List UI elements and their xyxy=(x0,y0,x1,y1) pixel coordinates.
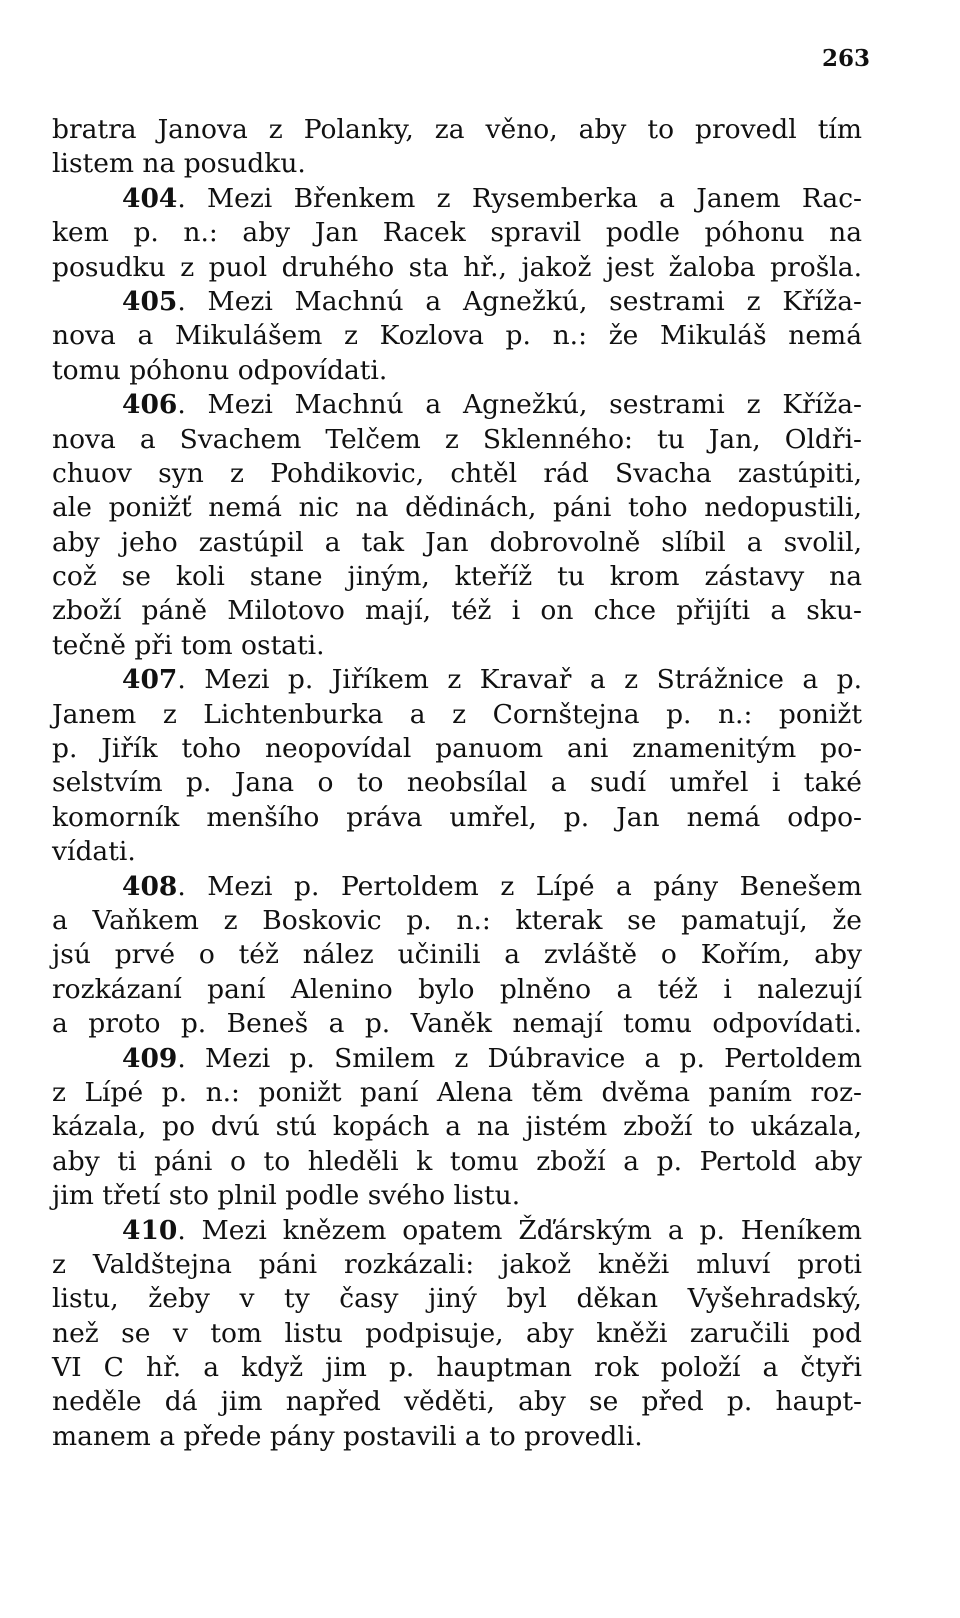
line-text: nova a Svachem Telčem z Sklenného: tu Jan, Oldři- xyxy=(52,423,862,455)
text-line xyxy=(52,1351,862,1385)
text-line xyxy=(52,1007,862,1041)
line-text: kem p. n.: aby Jan Racek spravil podle póhonu na xyxy=(52,217,862,249)
text-line xyxy=(52,698,862,732)
text-line xyxy=(52,423,862,457)
paragraph-number: 404 xyxy=(122,182,178,214)
text-line xyxy=(52,1145,862,1179)
line-text: z Valdštejna páni rozkázali: jakož kněži mluví proti xyxy=(52,1248,862,1280)
text-line xyxy=(52,904,862,938)
line-text: aby ti páni o to hleděli k tomu zboží a p. Pertold aby xyxy=(52,1145,862,1177)
text-line xyxy=(52,457,862,491)
line-text: Janem z Lichtenburka a z Cornštejna p. n.: ponižt xyxy=(52,698,862,730)
line-text: . Mezi p. Smilem z Dúbravice a p. Pertoldem xyxy=(177,1042,862,1074)
text-line xyxy=(52,182,862,216)
line-text: což se koli stane jiným, kteříž tu krom zástavy na xyxy=(52,561,862,593)
line-text: rozkázaní paní Alenino bylo plněno a též i nalezují xyxy=(52,973,862,1005)
line-text: . Mezi p. Pertoldem z Lípé a pány Benešem xyxy=(177,870,862,902)
line-text: VI C hř. a když jim p. hauptman rok položí a čtyři xyxy=(52,1352,862,1384)
text-line xyxy=(52,388,862,422)
text-line xyxy=(52,594,862,628)
text-line xyxy=(52,354,862,388)
text-line xyxy=(52,870,862,904)
text-line xyxy=(52,560,862,594)
line-text: p. Jiřík toho neopovídal panuom ani znamenitým po- xyxy=(52,733,862,765)
line-text: tomu póhonu odpovídati. xyxy=(52,354,388,386)
text-line xyxy=(52,285,862,319)
text-line xyxy=(52,1282,862,1316)
body-text xyxy=(52,113,862,1454)
line-text: z Lípé p. n.: ponižt paní Alena těm dvěma paním roz- xyxy=(52,1076,862,1108)
text-line xyxy=(52,1385,862,1419)
line-text: manem a přede pány postavili a to provedli. xyxy=(52,1420,643,1452)
line-text: listu, žeby v ty časy jiný byl děkan Vyšehradský, xyxy=(52,1283,862,1315)
line-text: a proto p. Beneš a p. Vaněk nemají tomu odpovídati. xyxy=(52,1008,862,1040)
text-line xyxy=(52,629,862,663)
text-line xyxy=(52,113,862,147)
text-line xyxy=(52,526,862,560)
line-text: nova a Mikulášem z Kozlova p. n.: že Mikuláš nemá xyxy=(52,320,862,352)
line-text: než se v tom listu podpisuje, aby kněži zaručili pod xyxy=(52,1317,862,1349)
line-text: komorník menšího práva umřel, p. Jan nemá odpo- xyxy=(52,801,862,833)
line-text: kázala, po dvú stú kopách a na jistém zboží to ukázala, xyxy=(52,1111,862,1143)
text-line xyxy=(52,1317,862,1351)
line-text: . Mezi p. Jiříkem z Kravař a z Strážnice a p. xyxy=(177,664,862,696)
paragraph-number: 407 xyxy=(122,664,178,696)
line-text: aby jeho zastúpil a tak Jan dobrovolně slíbil a svolil, xyxy=(52,526,862,558)
text-line xyxy=(52,147,862,181)
line-text: chuov syn z Pohdikovic, chtěl rád Svacha zastúpiti, xyxy=(52,457,862,489)
line-text: zboží páně Milotovo mají, též i on chce přijíti a sku- xyxy=(52,595,862,627)
text-line xyxy=(52,732,862,766)
text-line xyxy=(52,1179,862,1213)
text-line xyxy=(52,801,862,835)
page-number: 263 xyxy=(821,45,870,72)
line-text: selstvím p. Jana o to neobsílal a sudí umřel i také xyxy=(52,767,862,799)
text-line xyxy=(52,1214,862,1248)
text-line xyxy=(52,663,862,697)
text-line xyxy=(52,1420,862,1454)
line-text: . Mezi Machnú a Agnežkú, sestrami z Křížа- xyxy=(177,285,862,317)
line-text: a Vaňkem z Boskovic p. n.: kterak se pamatují, že xyxy=(52,904,862,936)
text-line xyxy=(52,251,862,285)
line-text: jsú prvé o též nález učinili a zvláště o Kořím, aby xyxy=(52,939,862,971)
line-text: neděle dá jim napřed věděti, aby se před p. haupt- xyxy=(52,1386,862,1418)
text-line xyxy=(52,1042,862,1076)
text-line xyxy=(52,491,862,525)
line-text: tečně při tom ostati. xyxy=(52,629,325,661)
text-line xyxy=(52,766,862,800)
line-text: vídati. xyxy=(52,836,136,868)
text-line xyxy=(52,1076,862,1110)
paragraph-number: 405 xyxy=(122,285,178,317)
paragraph-number: 406 xyxy=(122,389,178,421)
line-text: ale ponižť nemá nic na dědinách, páni toho nedopustili, xyxy=(52,492,862,524)
text-line xyxy=(52,216,862,250)
line-text: . Mezi Machnú a Agnežkú, sestrami z Křížа- xyxy=(177,389,862,421)
line-text: . Mezi knězem opatem Žďárským a p. Heníkem xyxy=(177,1214,862,1246)
line-text: jim třetí sto plnil podle svého listu. xyxy=(52,1180,521,1212)
paragraph-number: 409 xyxy=(122,1042,178,1074)
paragraph-number: 408 xyxy=(122,870,178,902)
text-line xyxy=(52,835,862,869)
text-line xyxy=(52,973,862,1007)
text-line xyxy=(52,1110,862,1144)
text-line xyxy=(52,1248,862,1282)
line-text: posudku z puol druhého sta hř., jakož jest žaloba prošla. xyxy=(52,251,862,283)
line-text: listem na posudku. xyxy=(52,148,306,180)
paragraph-number: 410 xyxy=(122,1214,178,1246)
text-line xyxy=(52,938,862,972)
line-text: . Mezi Břenkem z Rysemberka a Janem Rac- xyxy=(177,182,862,214)
text-line xyxy=(52,319,862,353)
line-text: bratra Janova z Polanky, za věno, aby to provedl tím xyxy=(52,114,862,145)
